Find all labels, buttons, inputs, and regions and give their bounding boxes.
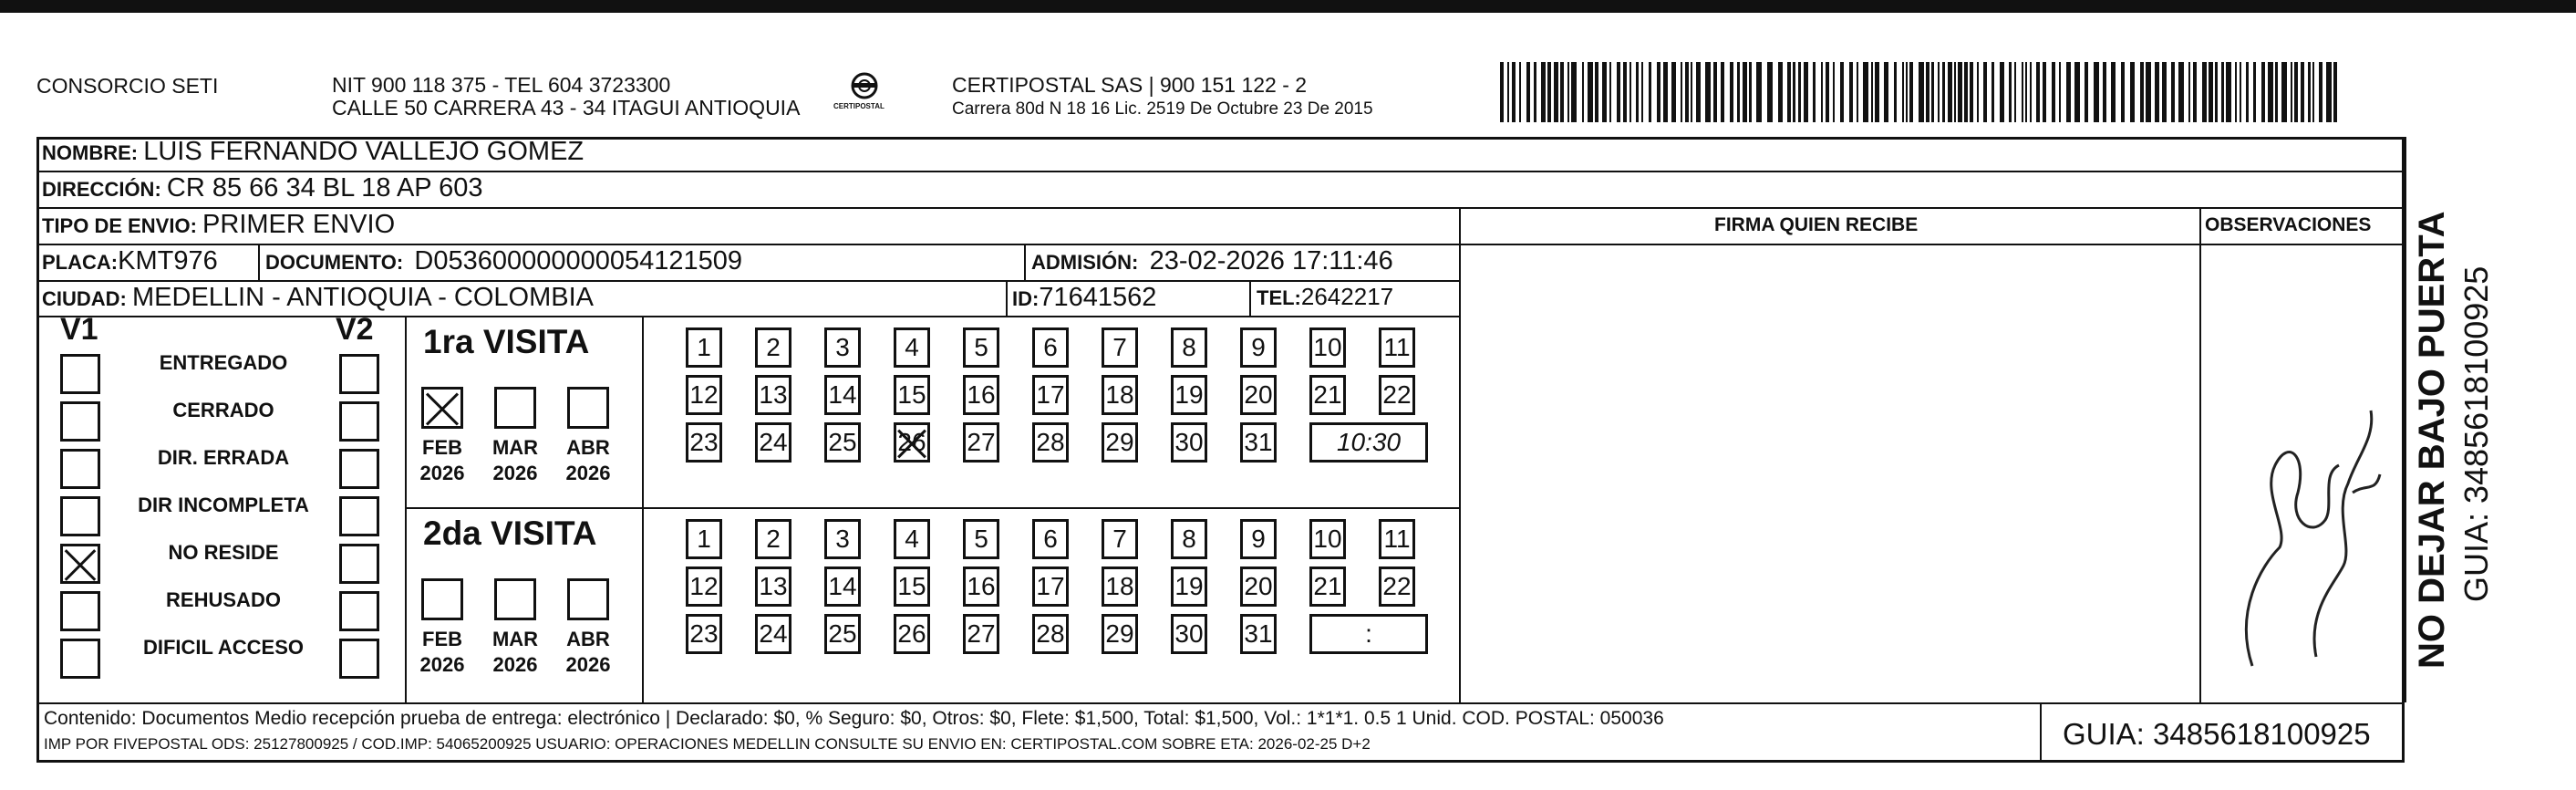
v1-checkbox[interactable] xyxy=(60,354,100,394)
day-box[interactable]: 28 xyxy=(1032,614,1069,654)
v1-checkbox[interactable] xyxy=(60,544,100,584)
day-box[interactable]: 17 xyxy=(1032,567,1069,607)
v2-checkbox[interactable] xyxy=(339,401,379,442)
day-box[interactable]: 18 xyxy=(1102,567,1138,607)
day-box[interactable]: 17 xyxy=(1032,375,1069,415)
tel-field: TEL:2642217 xyxy=(1257,283,1394,310)
certipostal-logo xyxy=(837,69,892,120)
day-box[interactable]: 5 xyxy=(963,519,999,559)
day-box[interactable]: 8 xyxy=(1171,519,1207,559)
day-box[interactable]: 5 xyxy=(963,327,999,368)
month-checkbox[interactable] xyxy=(494,578,536,620)
day-box[interactable]: 10 xyxy=(1309,519,1346,559)
month-label: ABR xyxy=(566,436,610,459)
day-box[interactable]: 20 xyxy=(1240,375,1277,415)
day-box[interactable]: 26 xyxy=(894,422,930,463)
day-box[interactable]: 31 xyxy=(1240,422,1277,463)
certipostal-id: CERTIPOSTAL SAS | 900 151 122 - 2 xyxy=(952,73,1308,97)
visit-2-title: 2da VISITA xyxy=(423,515,597,552)
ciudad-field: CIUDAD: MEDELLIN - ANTIOQUIA - COLOMBIA xyxy=(42,283,595,312)
day-box[interactable]: 25 xyxy=(824,422,861,463)
day-box[interactable]: 3 xyxy=(824,519,861,559)
day-box[interactable]: 30 xyxy=(1171,614,1207,654)
day-box[interactable]: 16 xyxy=(963,567,999,607)
month-checkbox[interactable] xyxy=(567,578,609,620)
status-label: REHUSADO xyxy=(166,588,281,611)
v1-checkbox[interactable] xyxy=(60,496,100,536)
footer-guia: GUIA: 3485618100925 xyxy=(2063,717,2371,751)
year-label: 2026 xyxy=(492,653,538,676)
day-box[interactable]: 9 xyxy=(1240,327,1277,368)
day-box[interactable]: 20 xyxy=(1240,567,1277,607)
day-box[interactable]: 13 xyxy=(755,375,791,415)
footer-contenido: Contenido: Documentos Medio recepción prueba de entrega: electrónico | Declarado: $0, % Seguro: $0, Otros: $0, Flete: $1,500, Total: $1,500, Vol.: 1*1*1. 0.5 1 Unid. COD. POSTAL: 050036 xyxy=(44,708,1664,729)
id-value: 71641562 xyxy=(1039,283,1157,312)
month-checkbox[interactable] xyxy=(494,387,536,429)
tipo-envio-value: PRIMER ENVIO xyxy=(202,210,396,239)
side-guia: GUIA: 3485618100925 xyxy=(2457,265,2495,602)
admision-value: 23-02-2026 17:11:46 xyxy=(1149,246,1393,275)
day-box[interactable]: 1 xyxy=(686,327,722,368)
day-box[interactable]: 14 xyxy=(824,375,861,415)
day-box[interactable]: 23 xyxy=(686,614,722,654)
month-label: ABR xyxy=(566,628,610,650)
barcode xyxy=(1500,62,2341,122)
day-box[interactable]: 18 xyxy=(1102,375,1138,415)
day-box[interactable]: 4 xyxy=(894,327,930,368)
v2-checkbox[interactable] xyxy=(339,544,379,584)
status-label: CERRADO xyxy=(172,399,274,421)
year-label: 2026 xyxy=(492,462,538,484)
day-box[interactable]: 19 xyxy=(1171,567,1207,607)
v1-checkbox[interactable] xyxy=(60,591,100,631)
day-box[interactable]: 15 xyxy=(894,567,930,607)
month-checkbox[interactable] xyxy=(421,578,463,620)
status-label: DIR. ERRADA xyxy=(157,446,290,469)
year-label: 2026 xyxy=(419,462,465,484)
day-box[interactable]: 27 xyxy=(963,422,999,463)
day-box[interactable]: 19 xyxy=(1171,375,1207,415)
day-box[interactable]: 28 xyxy=(1032,422,1069,463)
documento-field: DOCUMENTO: D053600000000054121509 xyxy=(265,246,743,275)
license-text: Carrera 80d N 18 16 Lic. 2519 De Octubre 23 De 2015 xyxy=(952,99,1373,119)
day-box[interactable]: 14 xyxy=(824,567,861,607)
day-box[interactable]: 8 xyxy=(1171,327,1207,368)
v1-checkbox[interactable] xyxy=(60,639,100,679)
day-box[interactable]: 10 xyxy=(1309,327,1346,368)
v1-checkbox[interactable] xyxy=(60,449,100,489)
day-box[interactable]: 12 xyxy=(686,567,722,607)
id-field: ID:71641562 xyxy=(1012,283,1157,312)
v2-header: V2 xyxy=(336,312,374,347)
month-label: MAR xyxy=(491,436,539,459)
day-box[interactable]: 2 xyxy=(755,327,791,368)
visit-1-title: 1ra VISITA xyxy=(423,323,590,360)
day-box[interactable]: 29 xyxy=(1102,614,1138,654)
day-box[interactable]: 3 xyxy=(824,327,861,368)
status-label: DIR INCOMPLETA xyxy=(138,494,309,516)
day-box[interactable]: 30 xyxy=(1171,422,1207,463)
month-checkbox[interactable] xyxy=(567,387,609,429)
day-box[interactable]: 12 xyxy=(686,375,722,415)
direccion-value: CR 85 66 34 BL 18 AP 603 xyxy=(166,173,483,203)
status-label: NO RESIDE xyxy=(168,541,279,564)
time-box[interactable]: : xyxy=(1309,614,1428,654)
month-label: FEB xyxy=(422,436,462,459)
day-box[interactable]: 9 xyxy=(1240,519,1277,559)
status-label: ENTREGADO xyxy=(159,351,288,374)
v2-checkbox[interactable] xyxy=(339,639,379,679)
year-label: 2026 xyxy=(565,653,611,676)
day-box[interactable]: 11 xyxy=(1379,519,1415,559)
day-box[interactable]: 27 xyxy=(963,614,999,654)
day-box[interactable]: 21 xyxy=(1309,375,1346,415)
day-box[interactable]: 2 xyxy=(755,519,791,559)
footer-imp: IMP POR FIVEPOSTAL ODS: 25127800925 / COD.IMP: 54065200925 USUARIO: OPERACIONES MEDELLIN CONSULTE SU ENVIO EN: CERTIPOSTAL.COM SOBRE ETA: 2026-02-25 D+2 xyxy=(44,735,1371,753)
month-checkbox[interactable] xyxy=(421,387,463,429)
day-box[interactable]: 7 xyxy=(1102,519,1138,559)
day-box[interactable]: 11 xyxy=(1379,327,1415,368)
day-box[interactable]: 22 xyxy=(1379,567,1415,607)
logo-text: CERTIPOSTAL xyxy=(833,102,885,110)
handwritten-signature xyxy=(2225,383,2389,684)
day-box[interactable]: 1 xyxy=(686,519,722,559)
v2-checkbox[interactable] xyxy=(339,354,379,394)
v2-checkbox[interactable] xyxy=(339,591,379,631)
v1-checkbox[interactable] xyxy=(60,401,100,442)
company-address: CALLE 50 CARRERA 43 - 34 ITAGUI ANTIOQUIA xyxy=(332,96,801,120)
nombre-value: LUIS FERNANDO VALLEJO GOMEZ xyxy=(143,137,585,166)
documento-value: D053600000000054121509 xyxy=(414,246,743,275)
placa-field: PLACA:KMT976 xyxy=(42,246,218,275)
observaciones-header: OBSERVACIONES xyxy=(2205,214,2372,235)
nombre-field: NOMBRE: LUIS FERNANDO VALLEJO GOMEZ xyxy=(42,137,585,166)
day-box[interactable]: 25 xyxy=(824,614,861,654)
month-label: MAR xyxy=(491,628,539,650)
day-box[interactable]: 4 xyxy=(894,519,930,559)
firma-header: FIRMA QUIEN RECIBE xyxy=(1714,214,1919,235)
day-box[interactable]: 21 xyxy=(1309,567,1346,607)
year-label: 2026 xyxy=(565,462,611,484)
no-dejar-bajo-puerta: NO DEJAR BAJO PUERTA xyxy=(2412,211,2452,669)
ciudad-value: MEDELLIN - ANTIOQUIA - COLOMBIA xyxy=(132,283,595,312)
day-box[interactable]: 7 xyxy=(1102,327,1138,368)
day-box[interactable]: 26 xyxy=(894,614,930,654)
day-box[interactable]: 13 xyxy=(755,567,791,607)
status-label: DIFICIL ACCESO xyxy=(142,636,304,659)
day-box[interactable]: 6 xyxy=(1032,519,1069,559)
v1-header: V1 xyxy=(60,312,98,347)
admision-field: ADMISIÓN: 23-02-2026 17:11:46 xyxy=(1031,246,1393,275)
direccion-field: DIRECCIÓN: CR 85 66 34 BL 18 AP 603 xyxy=(42,173,483,203)
v2-checkbox[interactable] xyxy=(339,496,379,536)
day-box[interactable]: 24 xyxy=(755,422,791,463)
top-band xyxy=(0,0,2576,13)
company-name: CONSORCIO SETI xyxy=(36,74,219,98)
placa-value: KMT976 xyxy=(118,246,218,275)
day-box[interactable]: 24 xyxy=(755,614,791,654)
nit-tel: NIT 900 118 375 - TEL 604 3723300 xyxy=(332,73,671,97)
day-box[interactable]: 16 xyxy=(963,375,999,415)
year-label: 2026 xyxy=(419,653,465,676)
day-box[interactable]: 15 xyxy=(894,375,930,415)
day-box[interactable]: 22 xyxy=(1379,375,1415,415)
month-label: FEB xyxy=(422,628,462,650)
time-box[interactable]: 10:30 xyxy=(1309,422,1428,463)
day-box[interactable]: 29 xyxy=(1102,422,1138,463)
v2-checkbox[interactable] xyxy=(339,449,379,489)
day-box[interactable]: 23 xyxy=(686,422,722,463)
day-box[interactable]: 31 xyxy=(1240,614,1277,654)
tipo-envio-field: TIPO DE ENVIO: PRIMER ENVIO xyxy=(42,210,396,239)
tel-value: 2642217 xyxy=(1300,283,1394,310)
day-box[interactable]: 6 xyxy=(1032,327,1069,368)
